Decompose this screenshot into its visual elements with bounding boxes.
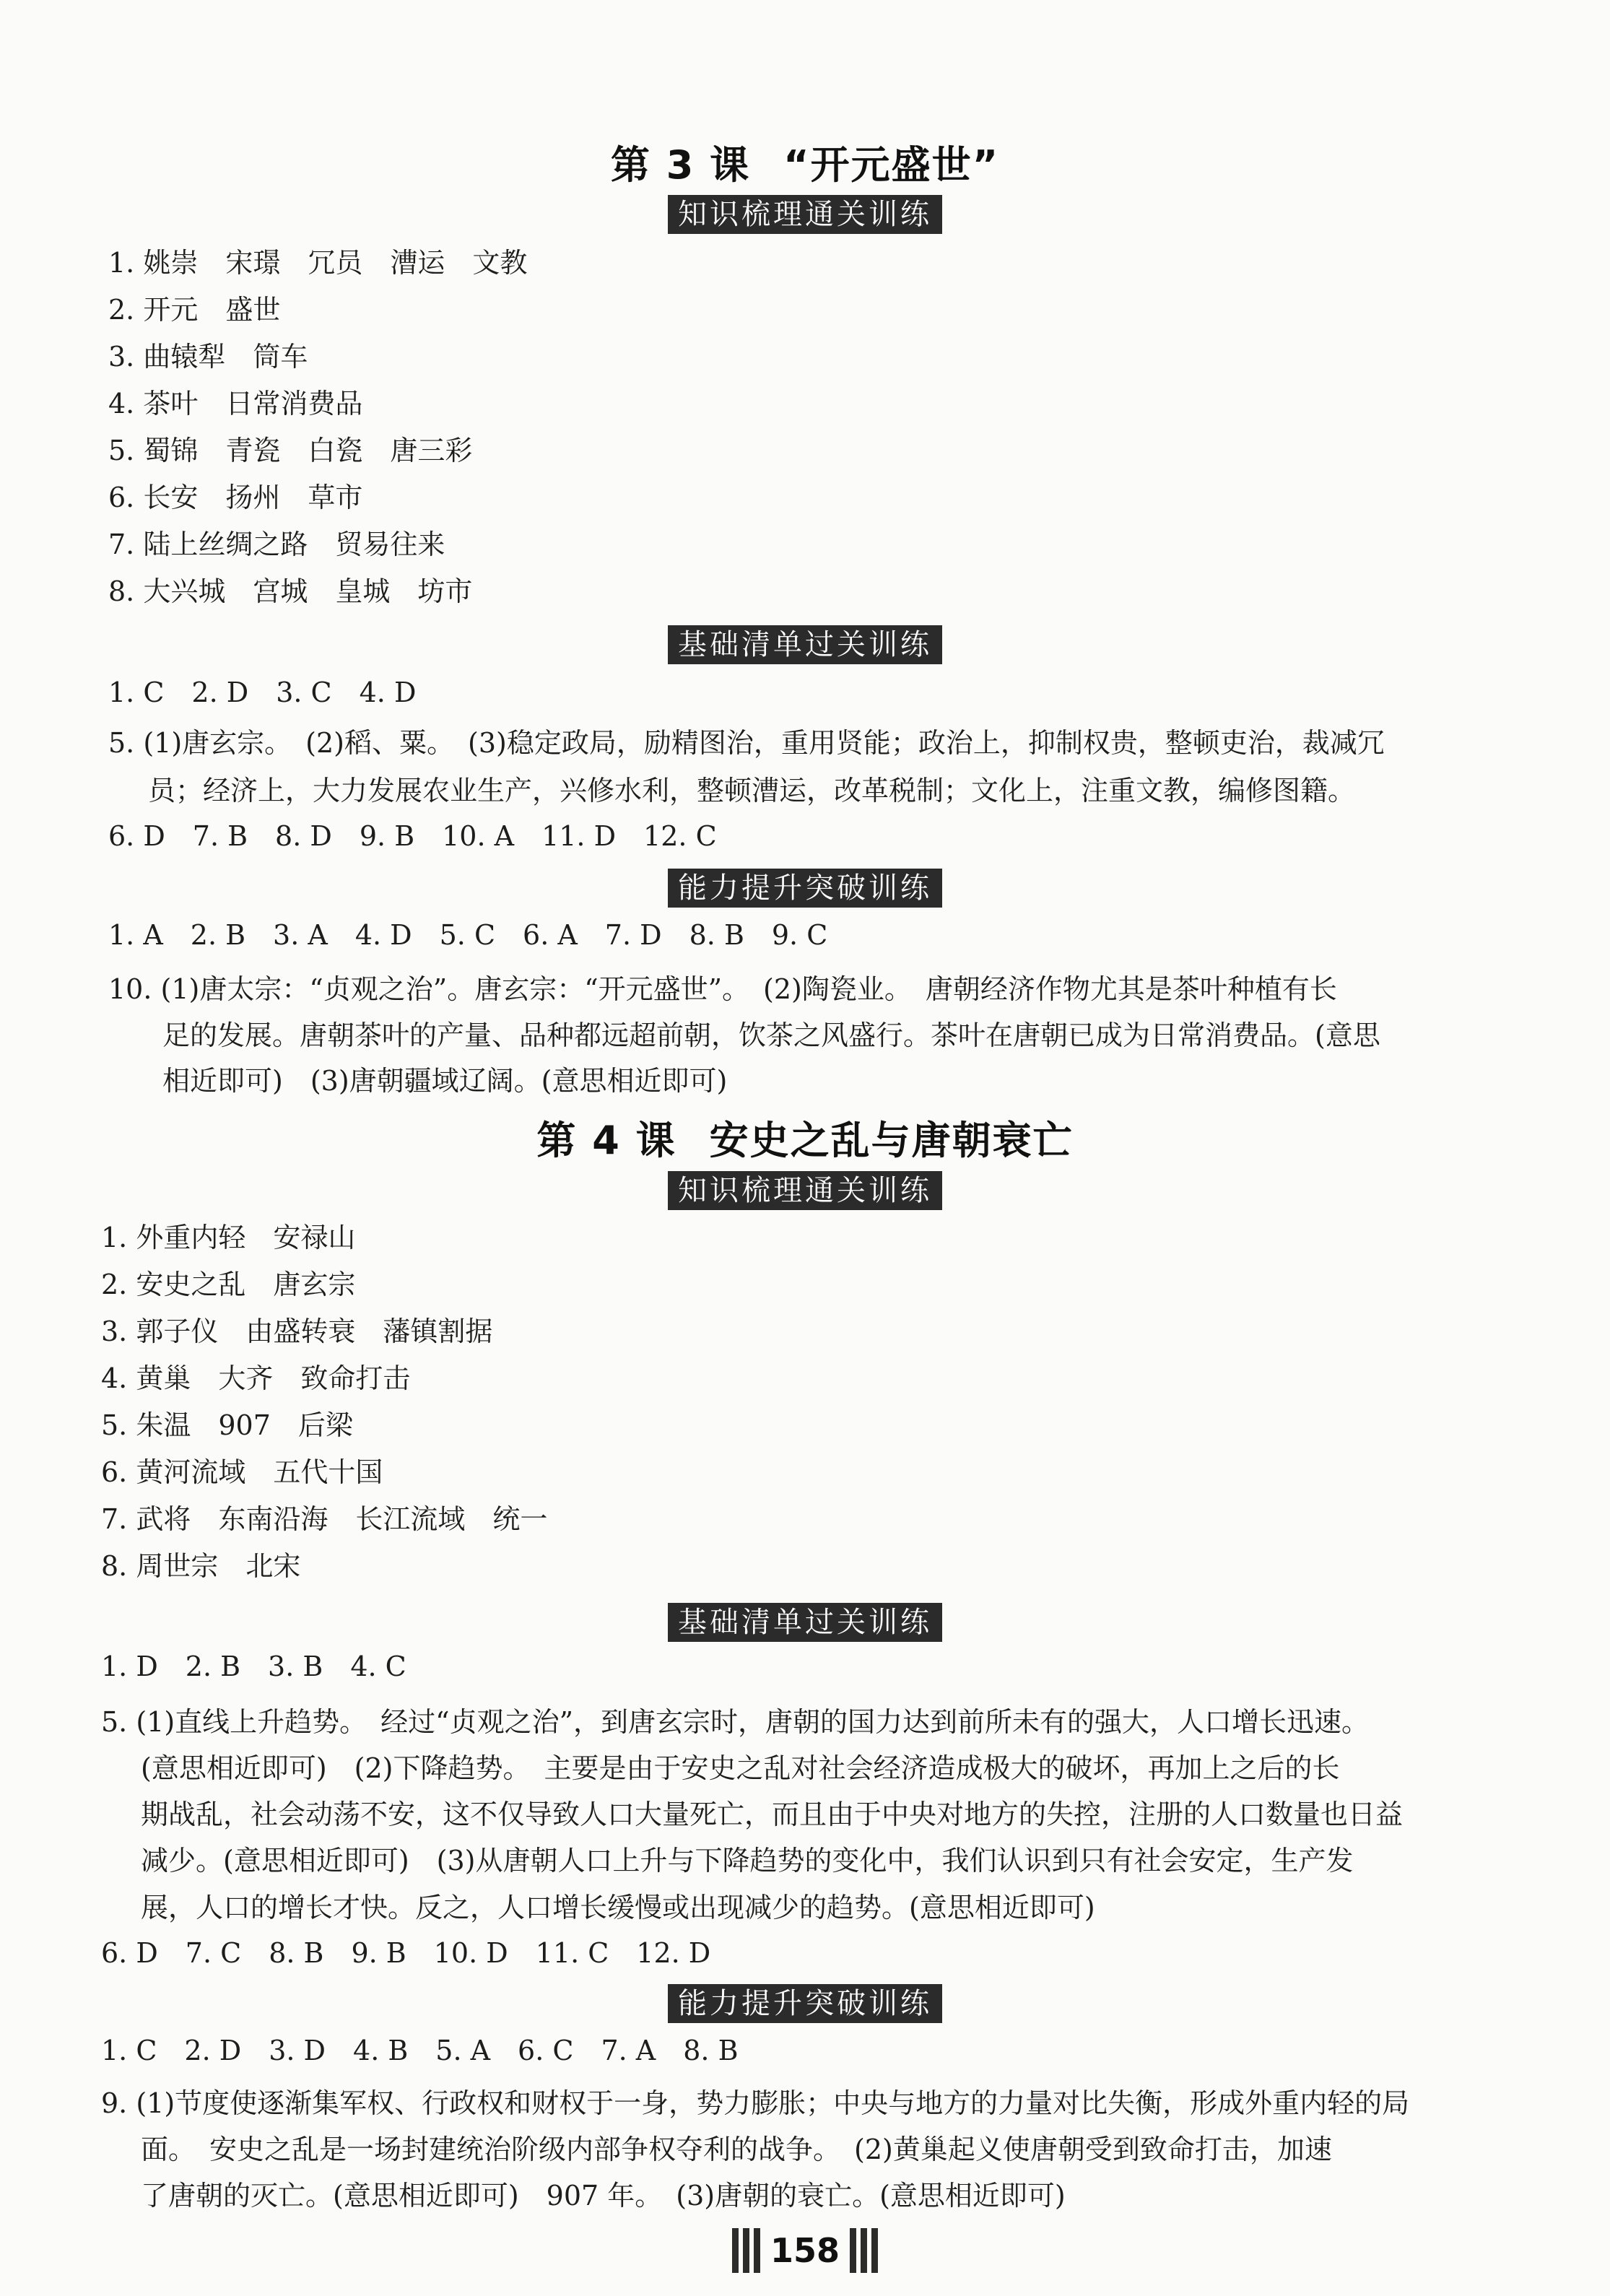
lesson3-ability-answers-1: 1. A 2. B 3. A 4. D 5. C 6. A 7. D 8. B 9. C [108, 919, 828, 951]
lesson3-ability-answer-10-cont: 足的发展。唐朝茶叶的产量、品种都远超前朝，饮茶之风盛行。茶叶在唐朝已成为日常消费品。(意思 [162, 1019, 1380, 1051]
lesson4-basic-answer-5-cont: (意思相近即可) (2)下降趋势。 主要是由于安史之乱对社会经济造成极大的破坏，再加上之后的长 [141, 1752, 1340, 1784]
lesson3-knowledge-item: 4. 茶叶 日常消费品 [108, 388, 363, 419]
lesson4-ability-answers-1: 1. C 2. D 3. D 4. B 5. A 6. C 7. A 8. B [101, 2035, 739, 2066]
lesson3-section-knowledge-banner: 知识梳理通关训练 [668, 195, 942, 234]
lesson3-number: 第 3 课 [610, 142, 751, 188]
page-number-left-bars [732, 2228, 760, 2273]
lesson4-section-ability-banner: 能力提升突破训练 [668, 1984, 942, 2023]
page-number-right-bars [850, 2228, 878, 2273]
lesson4-basic-answers-1: 1. D 2. B 3. B 4. C [101, 1651, 406, 1682]
lesson4-section-basic-banner: 基础清单过关训练 [668, 1603, 942, 1642]
lesson3-basic-answer-5-cont: 员；经济上，大力发展农业生产，兴修水利，整顿漕运，改革税制；文化上，注重文教，编修图籍。 [148, 775, 1356, 806]
lesson4-basic-answer-5-cont: 减少。(意思相近即可) (3)从唐朝人口上升与下降趋势的变化中，我们认识到只有社会安定，生产发 [141, 1845, 1354, 1877]
page-number: 158 [770, 2231, 840, 2270]
lesson3-knowledge-item: 6. 长安 扬州 草市 [108, 482, 363, 513]
page-number-block [732, 2228, 878, 2273]
lesson3-basic-answers-6: 6. D 7. B 8. D 9. B 10. A 11. D 12. C [108, 820, 717, 852]
lesson4-knowledge-item: 1. 外重内轻 安禄山 [101, 1222, 356, 1253]
lesson4-knowledge-item: 3. 郭子仪 由盛转衰 藩镇割据 [101, 1316, 493, 1347]
lesson3-knowledge-item: 1. 姚崇 宋璟 冗员 漕运 文教 [108, 247, 528, 279]
lesson3-section-ability-banner: 能力提升突破训练 [668, 869, 942, 908]
lesson3-name: “开元盛世” [783, 142, 1000, 188]
lesson4-knowledge-item: 4. 黄巢 大齐 致命打击 [101, 1362, 411, 1394]
lesson3-basic-answer-5: 5. (1)唐玄宗。 (2)稻、粟。 (3)稳定政局，励精图治，重用贤能；政治上，抑制权贵，整顿吏治，裁减冗 [108, 727, 1385, 759]
lesson3-ability-answer-10: 10. (1)唐太宗：“贞观之治”。唐玄宗：“开元盛世”。 (2)陶瓷业。 唐朝经济作物尤其是茶叶种植有长 [108, 973, 1337, 1005]
lesson4-knowledge-item: 7. 武将 东南沿海 长江流域 统一 [101, 1503, 548, 1535]
lesson3-knowledge-item: 3. 曲辕犁 筒车 [108, 341, 308, 373]
lesson4-basic-answer-5-cont: 期战乱，社会动荡不安，这不仅导致人口大量死亡，而且由于中央对地方的失控，注册的人口数量也日益 [141, 1799, 1404, 1830]
lesson4-ability-answer-9-cont: 面。 安史之乱是一场封建统治阶级内部争权夺利的战争。 (2)黄巢起义使唐朝受到致命打击，加速 [141, 2134, 1332, 2165]
lesson3-knowledge-item: 8. 大兴城 宫城 皇城 坊市 [108, 575, 473, 607]
lesson3-knowledge-item: 7. 陆上丝绸之路 贸易往来 [108, 529, 445, 560]
lesson4-knowledge-item: 2. 安史之乱 唐玄宗 [101, 1269, 356, 1300]
lesson4-knowledge-item: 5. 朱温 907 后梁 [101, 1409, 353, 1441]
lesson4-ability-answer-9-cont: 了唐朝的灭亡。(意思相近即可) 907 年。 (3)唐朝的衰亡。(意思相近即可) [141, 2180, 1066, 2212]
lesson4-knowledge-item: 6. 黄河流域 五代十国 [101, 1456, 383, 1488]
lesson3-basic-answers-1: 1. C 2. D 3. C 4. D [108, 677, 417, 708]
lesson4-knowledge-item: 8. 周世宗 北宋 [101, 1550, 301, 1582]
lesson4-section-knowledge-banner: 知识梳理通关训练 [668, 1171, 942, 1210]
lesson4-ability-answer-9: 9. (1)节度使逐渐集军权、行政权和财权于一身，势力膨胀；中央与地方的力量对比失衡，形成外重内轻的局 [101, 2087, 1410, 2119]
lesson3-knowledge-item: 2. 开元 盛世 [108, 294, 281, 326]
lesson3-knowledge-item: 5. 蜀锦 青瓷 白瓷 唐三彩 [108, 435, 473, 466]
lesson4-title [0, 1110, 1610, 1165]
lesson4-basic-answers-6: 6. D 7. C 8. B 9. B 10. D 11. C 12. D [101, 1937, 711, 1969]
lesson4-name: 安史之乱与唐朝衰亡 [709, 1118, 1074, 1163]
lesson3-title [0, 134, 1610, 190]
lesson4-basic-answer-5: 5. (1)直线上升趋势。 经过“贞观之治”，到唐玄宗时，唐朝的国力达到前所未有的强大，人口增长迅速。 [101, 1706, 1370, 1738]
lesson4-basic-answer-5-cont: 展，人口的增长才快。反之，人口增长缓慢或出现减少的趋势。(意思相近即可) [141, 1892, 1095, 1923]
lesson3-section-basic-banner: 基础清单过关训练 [668, 625, 942, 664]
lesson3-ability-answer-10-cont: 相近即可) (3)唐朝疆域辽阔。(意思相近即可) [162, 1065, 728, 1097]
lesson4-number: 第 4 课 [536, 1118, 676, 1163]
